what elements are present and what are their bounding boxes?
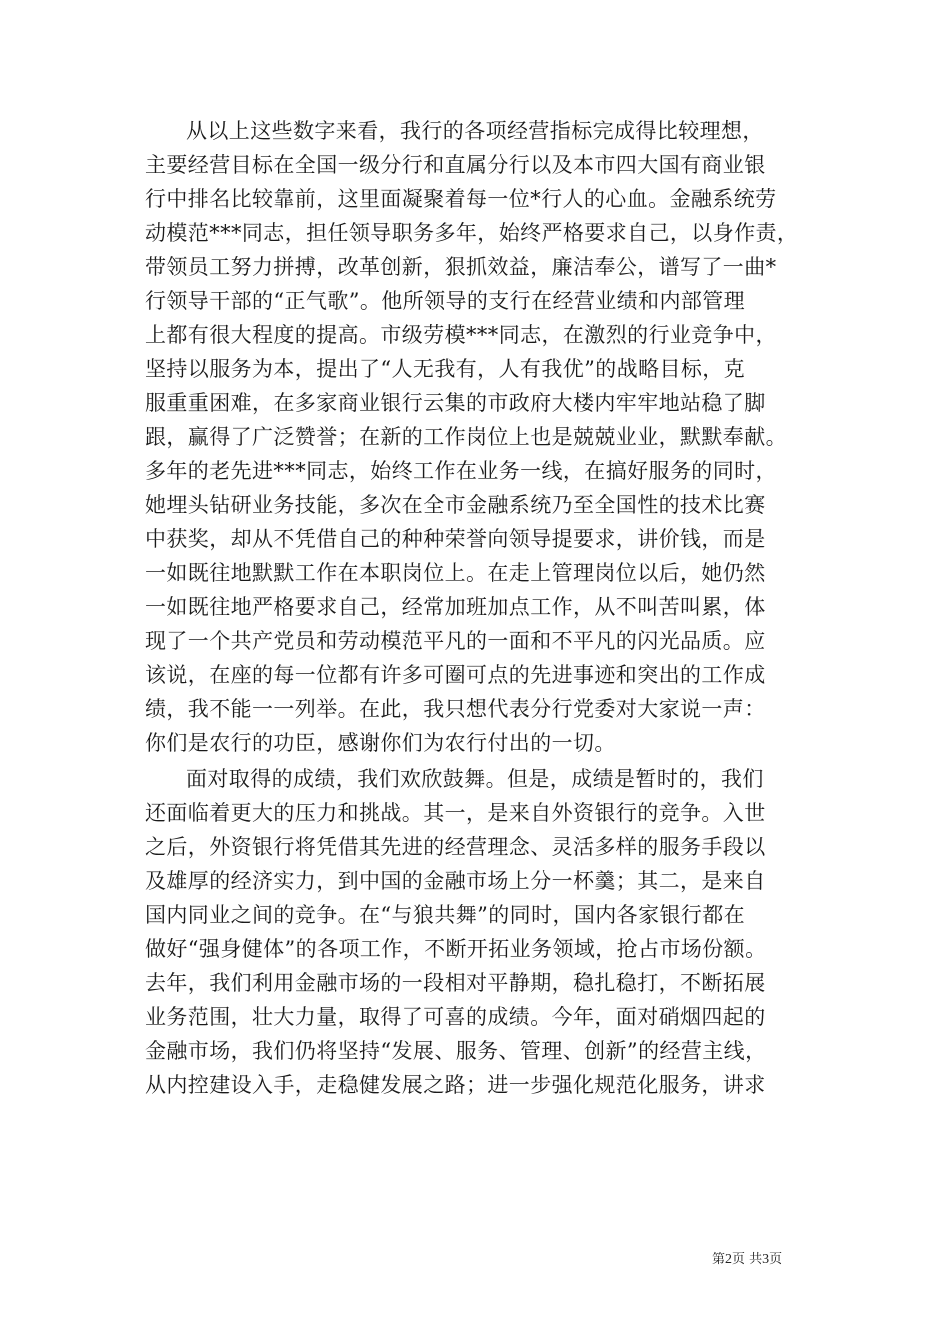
text-line: 服重重困难，在多家商业银行云集的市政府大楼内牢牢地站稳了脚: [145, 391, 766, 415]
text-line: 带领员工努力拼搏，改革创新，狠抓效益，廉洁奉公，谱写了一曲*: [145, 255, 777, 279]
text-line: 之后，外资银行将凭借其先进的经营理念、灵活多样的服务手段以: [145, 835, 766, 859]
text-line: 你们是农行的功臣，感谢你们为农行付出的一切。: [145, 731, 616, 755]
text-line: 行中排名比较靠前，这里面凝聚着每一位*行人的心血。金融系统劳: [145, 187, 777, 211]
text-line: 从以上这些数字来看，我行的各项经营指标完成得比较理想，: [186, 119, 764, 143]
text-line: 国内同业之间的竞争。在“与狼共舞”的同时，国内各家银行都在: [145, 903, 746, 927]
text-line: 业务范围，壮大力量，取得了可喜的成绩。今年，面对硝烟四起的: [145, 1005, 766, 1029]
text-line: 面对取得的成绩，我们欢欣鼓舞。但是，成绩是暂时的，我们: [186, 767, 764, 791]
text-line: 该说，在座的每一位都有许多可圈可点的先进事迹和突出的工作成: [145, 663, 766, 687]
text-line: 上都有很大程度的提高。市级劳模***同志，在激烈的行业竞争中，: [145, 323, 777, 347]
text-line: 一如既往地严格要求自己，经常加班加点工作，从不叫苦叫累，体: [145, 595, 766, 619]
text-line: 她埋头钻研业务技能，多次在全市金融系统乃至全国性的技术比赛: [145, 493, 766, 517]
text-line: 金融市场，我们仍将坚持“发展、服务、管理、创新”的经营主线，: [145, 1039, 767, 1063]
text-line: 现了一个共产党员和劳动模范平凡的一面和不平凡的闪光品质。应: [145, 629, 766, 653]
text-line: 还面临着更大的压力和挑战。其一，是来自外资银行的竞争。入世: [145, 801, 766, 825]
text-line: 行领导干部的“正气歌”。他所领导的支行在经营业绩和内部管理: [145, 289, 746, 313]
footer-suffix: 页: [769, 1252, 783, 1267]
text-line: 动模范***同志，担任领导职务多年，始终严格要求自己，以身作责，: [145, 221, 799, 245]
footer-middle: 页 共: [732, 1252, 763, 1267]
text-line: 做好“强身健体”的各项工作，不断开拓业务领域，抢占市场份额。: [145, 937, 767, 961]
text-line: 绩，我不能一一列举。在此，我只想代表分行党委对大家说一声：: [145, 697, 766, 721]
page-number-footer: [712, 1248, 782, 1268]
text-line: 坚持以服务为本，提出了“人无我有，人有我优”的战略目标，克: [145, 357, 746, 381]
text-line: 去年，我们利用金融市场的一段相对平静期，稳扎稳打，不断拓展: [145, 971, 766, 995]
text-line: 主要经营目标在全国一级分行和直属分行以及本市四大国有商业银: [145, 153, 766, 177]
total-pages-number: 3: [762, 1252, 770, 1267]
text-line: 从内控建设入手，走稳健发展之路；进一步强化规范化服务，讲求: [145, 1073, 766, 1097]
text-line: 跟，赢得了广泛赞誉；在新的工作岗位上也是兢兢业业，默默奉献。: [145, 425, 787, 449]
current-page-number: 2: [725, 1252, 733, 1267]
text-line: 中获奖，却从不凭借自己的种种荣誉向领导提要求，讲价钱，而是: [145, 527, 766, 551]
footer-prefix: 第: [712, 1252, 726, 1267]
text-line: 及雄厚的经济实力，到中国的金融市场上分一杯羹；其二，是来自: [145, 869, 766, 893]
text-line: 多年的老先进***同志，始终工作在业务一线，在搞好服务的同时，: [145, 459, 777, 483]
text-line: 一如既往地默默工作在本职岗位上。在走上管理岗位以后，她仍然: [145, 561, 766, 585]
